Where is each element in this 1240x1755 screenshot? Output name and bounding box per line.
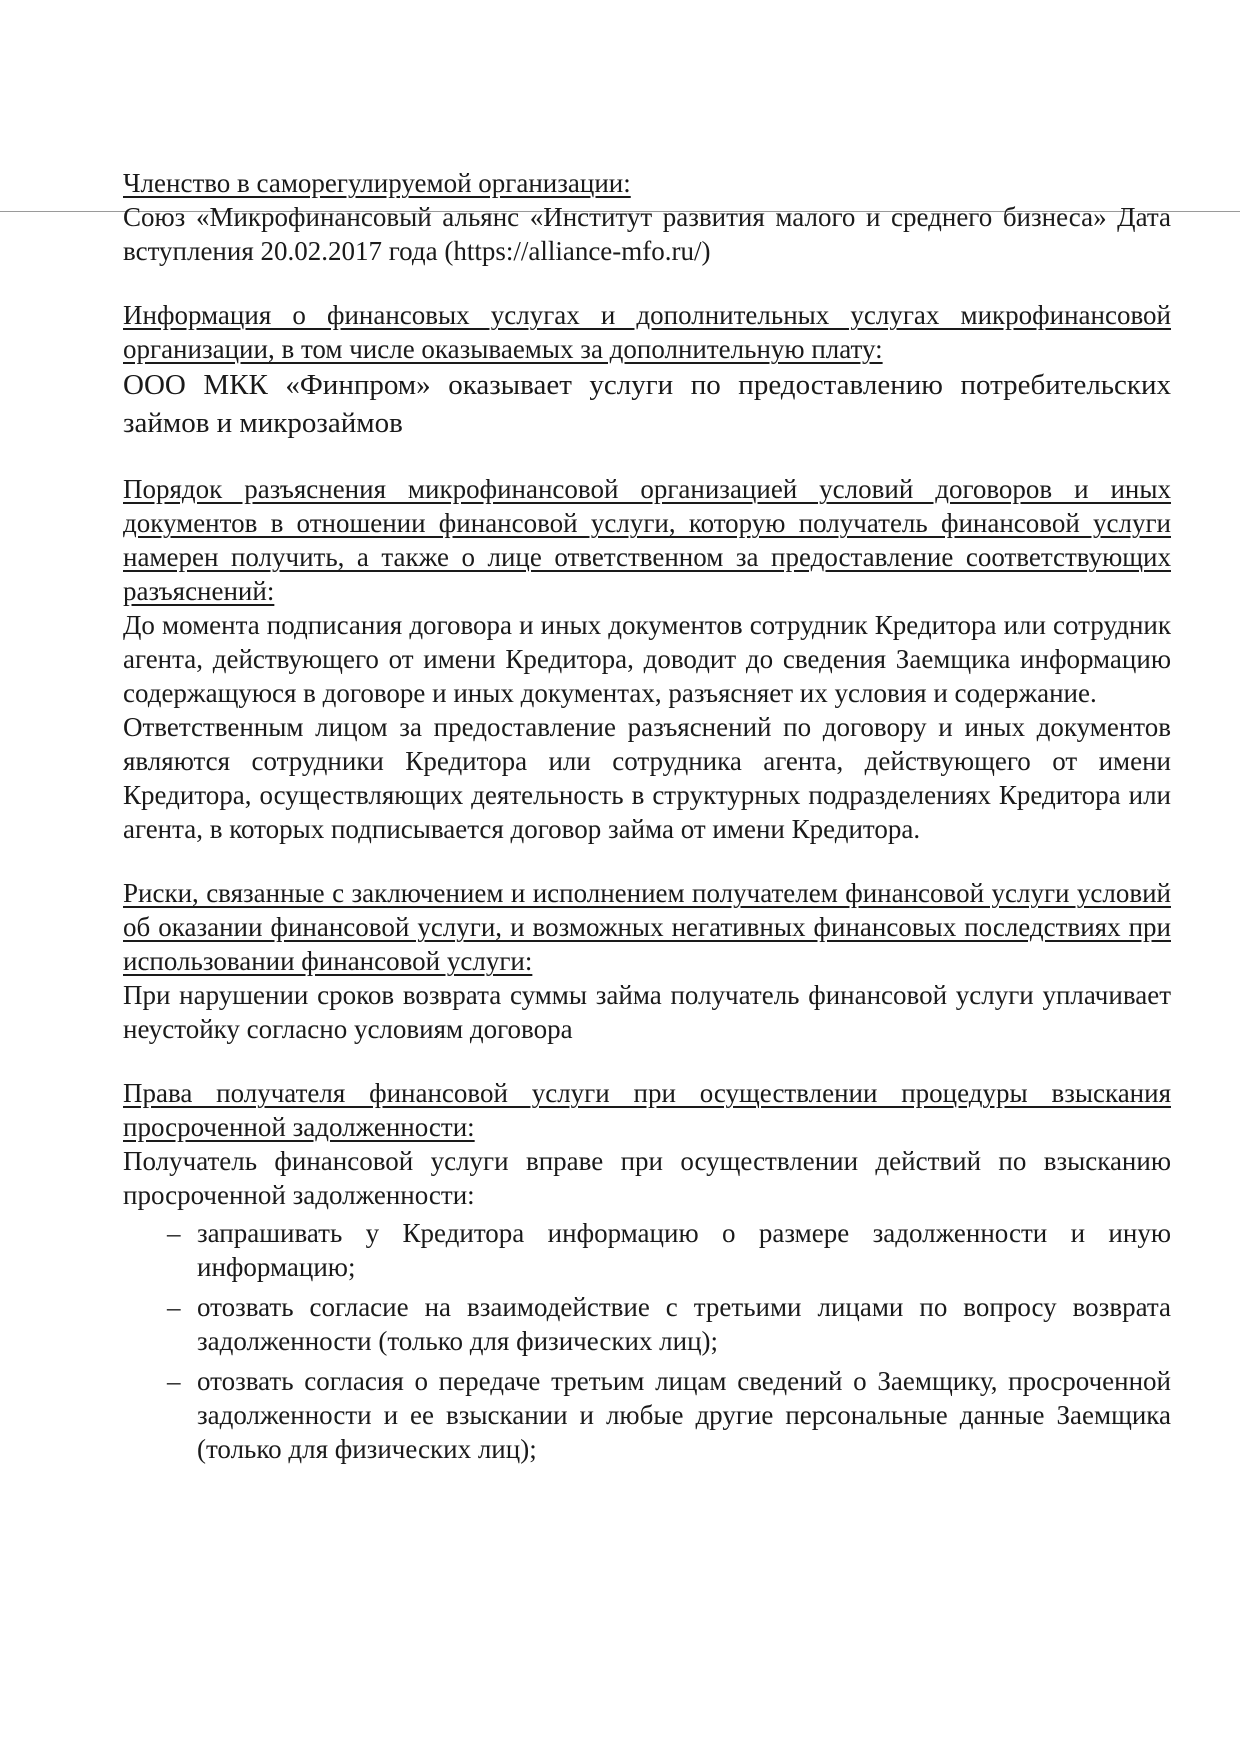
rights-list [123,1216,1171,1466]
section-debt-collection-rights [123,1076,1171,1466]
dash-bullet: – [167,1366,181,1396]
section-paragraph: До момента подписания договора и иных документов сотрудник Кредитора или сотрудник агента, действующего от имени Кредитора, доводит до сведения Заемщика информацию содержащуюся в договоре и иных документах, разъясняет их условия и содержание. [123,610,1171,708]
section-risks [123,876,1171,1046]
section-heading: Членство в саморегулируемой организации: [123,168,631,198]
section-paragraph: ООО МКК «Финпром» оказывает услуги по предоставлению потребительских займов и микрозаймов [123,369,1171,439]
section-heading: Порядок разъяснения микрофинансовой организацией условий договоров и иных документов в отношении финансовой услуги, которую получатель финансовой услуги намерен получить, а также о лице ответственном за предоставление соответствующих разъяснений: [123,474,1171,606]
section-paragraph: При нарушении сроков возврата суммы займа получатель финансовой услуги уплачивает неустойку согласно условиям договора [123,980,1171,1044]
section-paragraph: Союз «Микрофинансовый альянс «Институт развития малого и среднего бизнеса» Дата вступления 20.02.2017 года (https://alliance-mfo.ru/) [123,202,1171,266]
list-item [123,1290,1171,1358]
section-paragraph: Получатель финансовой услуги вправе при осуществлении действий по взысканию просроченной задолженности: [123,1146,1171,1210]
section-financial-services [123,298,1171,442]
dash-bullet: – [167,1218,181,1248]
list-item-text: запрашивать у Кредитора информацию о размере задолженности и иную информацию; [197,1218,1171,1282]
list-item-text: отозвать согласие на взаимодействие с третьими лицами по вопросу возврата задолженности (только для физических лиц); [197,1292,1171,1356]
section-heading: Риски, связанные с заключением и исполнением получателем финансовой услуги условий об оказании финансовой услуги, и возможных негативных финансовых последствиях при использовании финансовой услуги: [123,878,1171,976]
document-body [123,166,1171,1496]
section-paragraph: Ответственным лицом за предоставление разъяснений по договору и иных документов являются сотрудники Кредитора или сотрудника агента, действующего от имени Кредитора, осуществляющих деятельность в структурных подразделениях Кредитора или агента, в которых подписывается договор займа от имени Кредитора. [123,712,1171,844]
list-item [123,1216,1171,1284]
list-item-text: отозвать согласия о передаче третьим лицам сведений о Заемщику, просроченной задолженности и ее взыскании и любые другие персональные данные Заемщика (только для физических лиц); [197,1366,1171,1464]
dash-bullet: – [167,1292,181,1322]
section-explanation-procedure [123,472,1171,846]
section-heading: Права получателя финансовой услуги при осуществлении процедуры взыскания просроченной задолженности: [123,1078,1171,1142]
section-sro-membership [123,166,1171,268]
section-heading: Информация о финансовых услугах и дополнительных услугах микрофинансовой организации, в том числе оказываемых за дополнительную плату: [123,300,1171,364]
list-item [123,1364,1171,1466]
